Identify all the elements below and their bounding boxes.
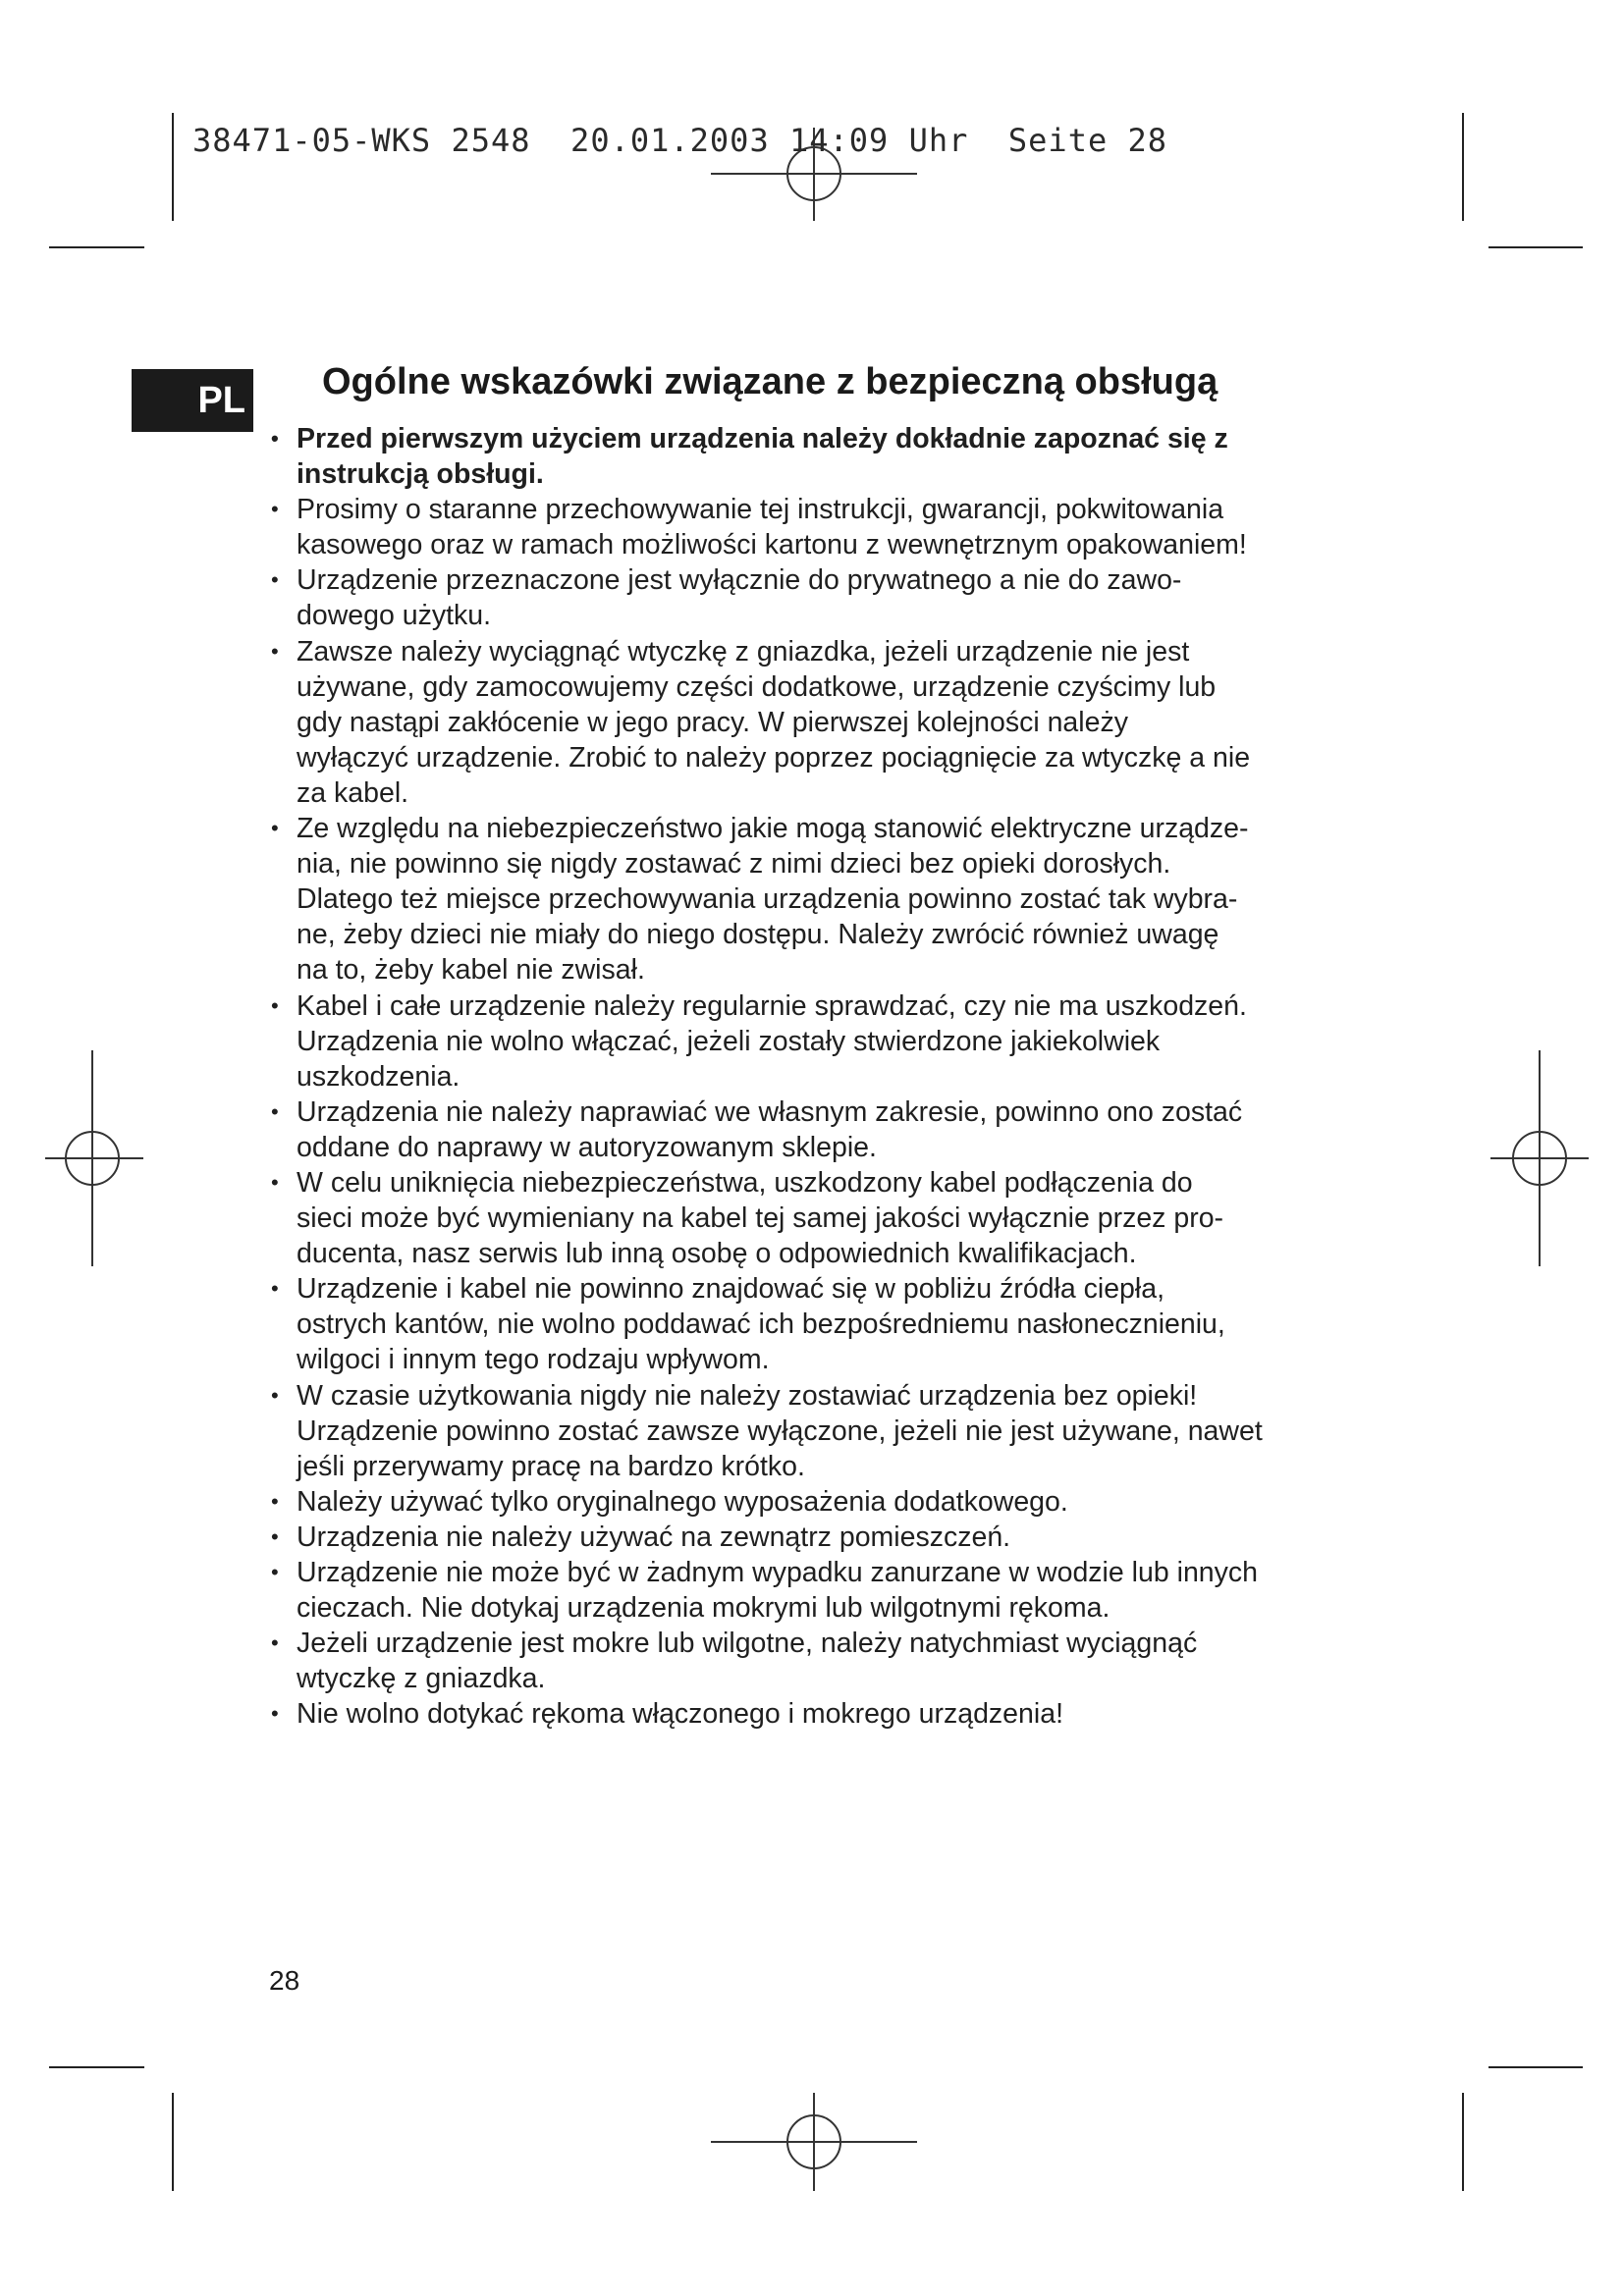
- list-item-text: • W czasie użytkowania nigdy nie należy zostawiać urządzenia bez opieki! Urządzenie powinno zostać zawsze wyłączone, jeżeli nie jest używane, nawet jeśli przerywamy pracę na bardzo krótko.: [297, 1379, 1263, 1482]
- registration-mark-left-icon: [45, 1050, 143, 1266]
- list-item-text: • Ze względu na niebezpieczeństwo jakie mogą stanowić elektryczne urządze- nia, nie powinno się nigdy zostawać z nimi dzieci bez opieki dorosłych. Dlatego też miejsce przechowywania urządzenia powinno zostać tak wybra- ne, żeby dzieci nie miały do niego dostępu. Należy zwrócić również uwagę na to, żeby kabel nie zwisał.: [297, 813, 1249, 987]
- list-item: [265, 1484, 1365, 1520]
- list-item-text: • Urządzenie nie może być w żadnym wypadku zanurzane w wodzie lub innych cieczach. Nie dotykaj urządzenia mokrymi lub wilgotnymi rękoma.: [297, 1557, 1258, 1625]
- crop-mark-top-left-horizontal: [49, 246, 144, 248]
- list-item-text: • Kabel i całe urządzenie należy regularnie sprawdzać, czy nie ma uszkodzeń. Urządzenia nie wolno włączać, jeżeli zostały stwierdzone jakiekolwiek uszkodzenia.: [297, 989, 1247, 1093]
- crop-mark-bottom-left-vertical: [172, 2093, 174, 2191]
- list-item-text: • Urządzenie przeznaczone jest wyłącznie do prywatnego a nie do zawo- dowego użytku.: [297, 564, 1182, 632]
- list-item-text: • Nie wolno dotykać rękoma włączonego i mokrego urządzenia!: [297, 1698, 1063, 1731]
- list-item-text: • Urządzenia nie należy naprawiać we własnym zakresie, powinno ono zostać oddane do naprawy w autoryzowanym sklepie.: [297, 1095, 1243, 1163]
- list-item-text: • Zawsze należy wyciągnąć wtyczkę z gniazdka, jeżeli urządzenie nie jest używane, gdy zamocowujemy części dodatkowe, urządzenie czyścimy lub gdy nastąpi zakłócenie w jego pracy. W pierwszej kolejności należy wyłączyć urządzenie. Zrobić to należy poprzez pociągnięcie za wtyczkę a nie za kabel.: [297, 635, 1251, 809]
- list-item: [265, 1555, 1365, 1626]
- section-heading: Ogólne wskazówki związane z bezpieczną obsługą: [322, 361, 1218, 402]
- list-item-text: • Jeżeli urządzenie jest mokre lub wilgotne, należy natychmiast wyciągnąć wtyczkę z gniazdka.: [297, 1628, 1198, 1695]
- list-item-text: • W celu uniknięcia niebezpieczeństwa, uszkodzony kabel podłączenia do sieci może być wymieniany na kabel tej samej jakości wyłącznie przez pro- ducenta, nasz serwis lub inną osobę o odpowiednich kwalifikacjach.: [297, 1166, 1224, 1270]
- list-item: [265, 492, 1365, 562]
- list-item: [265, 421, 1365, 492]
- registration-mark-bottom-icon: [711, 2093, 917, 2191]
- registration-mark-right-icon: [1490, 1050, 1589, 1266]
- list-item-text: • Prosimy o staranne przechowywanie tej instrukcji, gwarancji, pokwitowania kasowego oraz w ramach możliwości kartonu z wewnętrznym opakowaniem!: [297, 494, 1247, 561]
- list-item: [265, 634, 1365, 811]
- list-item-text: • Należy używać tylko oryginalnego wyposażenia dodatkowego.: [297, 1485, 1068, 1518]
- crop-mark-bottom-right-vertical: [1462, 2093, 1464, 2191]
- list-item: [265, 1378, 1365, 1484]
- list-item: [265, 811, 1365, 988]
- crop-mark-top-left-vertical: [172, 113, 174, 221]
- safety-instructions-list: [265, 421, 1365, 1732]
- list-item: [265, 1626, 1365, 1696]
- list-item-text: • Urządzenia nie należy używać na zewnątrz pomieszczeń.: [297, 1521, 1011, 1553]
- list-item-text: • Urządzenie i kabel nie powinno znajdować się w pobliżu źródła ciepła, ostrych kantów, nie wolno poddawać ich bezpośredniemu nasłonecznieniu, wilgoci i innym tego rodzaju wpływom.: [297, 1273, 1225, 1376]
- list-item: [265, 1696, 1365, 1732]
- crop-mark-top-right-vertical: [1462, 113, 1464, 221]
- crop-mark-top-right-horizontal: [1489, 246, 1583, 248]
- page-number: 28: [269, 1965, 300, 1996]
- list-item: [265, 1095, 1365, 1165]
- list-item: [265, 988, 1365, 1095]
- list-item: [265, 562, 1365, 633]
- crop-mark-bottom-right-horizontal: [1489, 2066, 1583, 2068]
- list-item: [265, 1165, 1365, 1271]
- list-item: [265, 1271, 1365, 1377]
- language-tab: PL: [132, 369, 253, 432]
- print-slug-line: 38471-05-WKS 2548 20.01.2003 14:09 Uhr Seite 28: [192, 122, 1168, 159]
- list-item-text: • Przed pierwszym użyciem urządzenia należy dokładnie zapoznać się z instrukcją obsługi.: [297, 423, 1228, 491]
- crop-mark-bottom-left-horizontal: [49, 2066, 144, 2068]
- list-item: [265, 1520, 1365, 1555]
